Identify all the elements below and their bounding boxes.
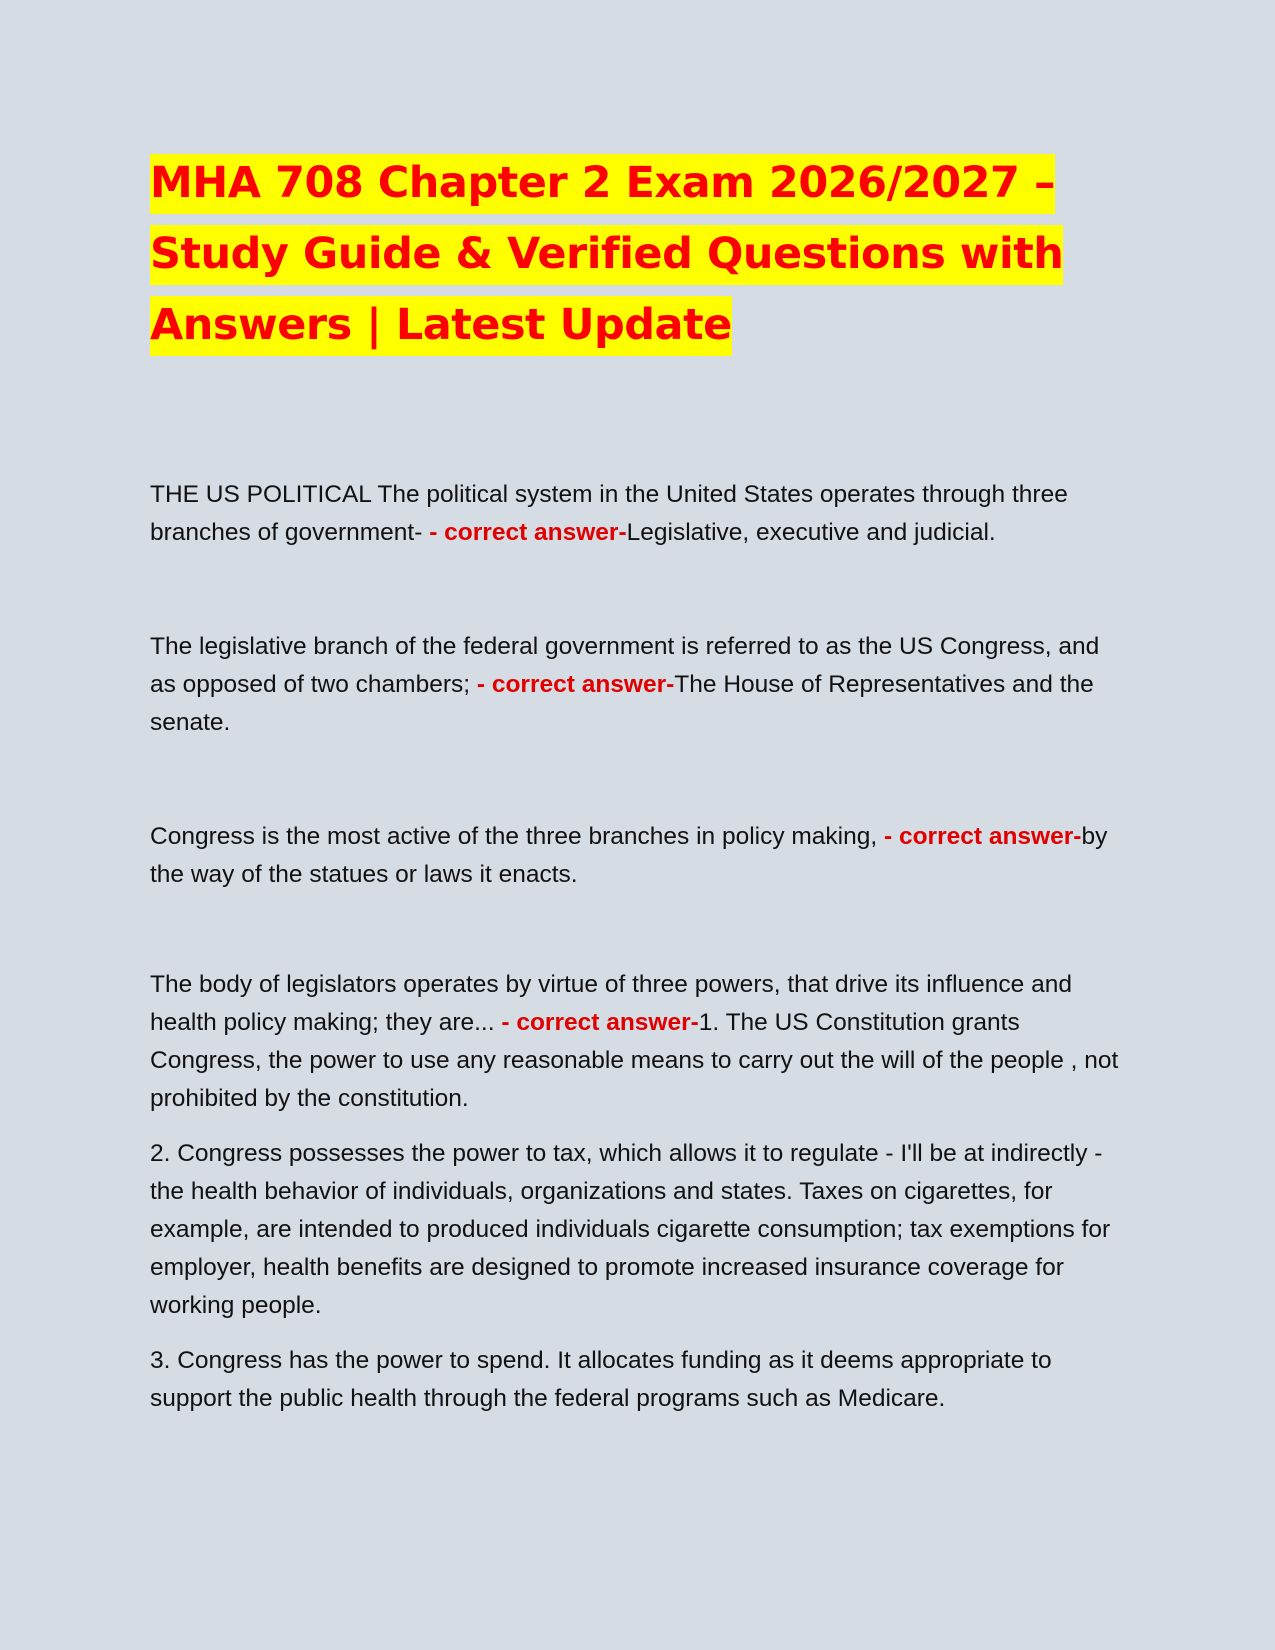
answer-text: The House of Representatives and the senate. (150, 671, 1094, 736)
answer-marker: - correct answer- (501, 1009, 699, 1036)
answer-marker: - correct answer- (429, 519, 627, 546)
question-text: The legislative branch of the federal government is referred to as the US Congress, and as opposed of two chambers; (150, 633, 1100, 698)
document-page (150, 148, 1130, 1418)
question-text: The body of legislators operates by virtue of three powers, that drive its influence and health policy making; they are... (150, 971, 1072, 1036)
answer-continuation-paragraph: 3. Congress has the power to spend. It allocates funding as it deems appropriate to support the public health through the federal programs such as Medicare. (150, 1347, 1052, 1412)
document-title (150, 148, 1130, 361)
question-text: Congress is the most active of the three branches in policy making, (150, 823, 884, 850)
answer-continuation-paragraph: 2. Congress possesses the power to tax, which allows it to regulate - I'll be at indirectly - the health behavior of individuals, organizations and states. Taxes on cigarettes, for example, are intended to produced individuals cigarette consumption; tax exemptions for employer, health benefits are designed to promote increased insurance coverage for working people. (150, 1140, 1111, 1319)
qa-item-2 (150, 628, 1130, 742)
question-text: THE US POLITICAL The political system in the United States operates through three branches of government- (150, 481, 1068, 546)
answer-text: Legislative, executive and judicial. (626, 519, 996, 546)
answer-text: 1. The US Constitution grants Congress, the power to use any reasonable means to carry out the will of the people , not prohibited by the constitution. (150, 1009, 1119, 1112)
answer-text: by the way of the statues or laws it enacts. (150, 823, 1108, 888)
qa-item-4 (150, 966, 1130, 1118)
qa-item-1 (150, 476, 1130, 552)
qa-item-3 (150, 818, 1130, 894)
answer-marker: - correct answer- (476, 671, 675, 698)
answer-marker: - correct answer- (884, 823, 1082, 850)
document-title-text: MHA 708 Chapter 2 Exam 2026/2027 – Study Guide & Verified Questions with Answers | Latest Update (150, 154, 1063, 356)
